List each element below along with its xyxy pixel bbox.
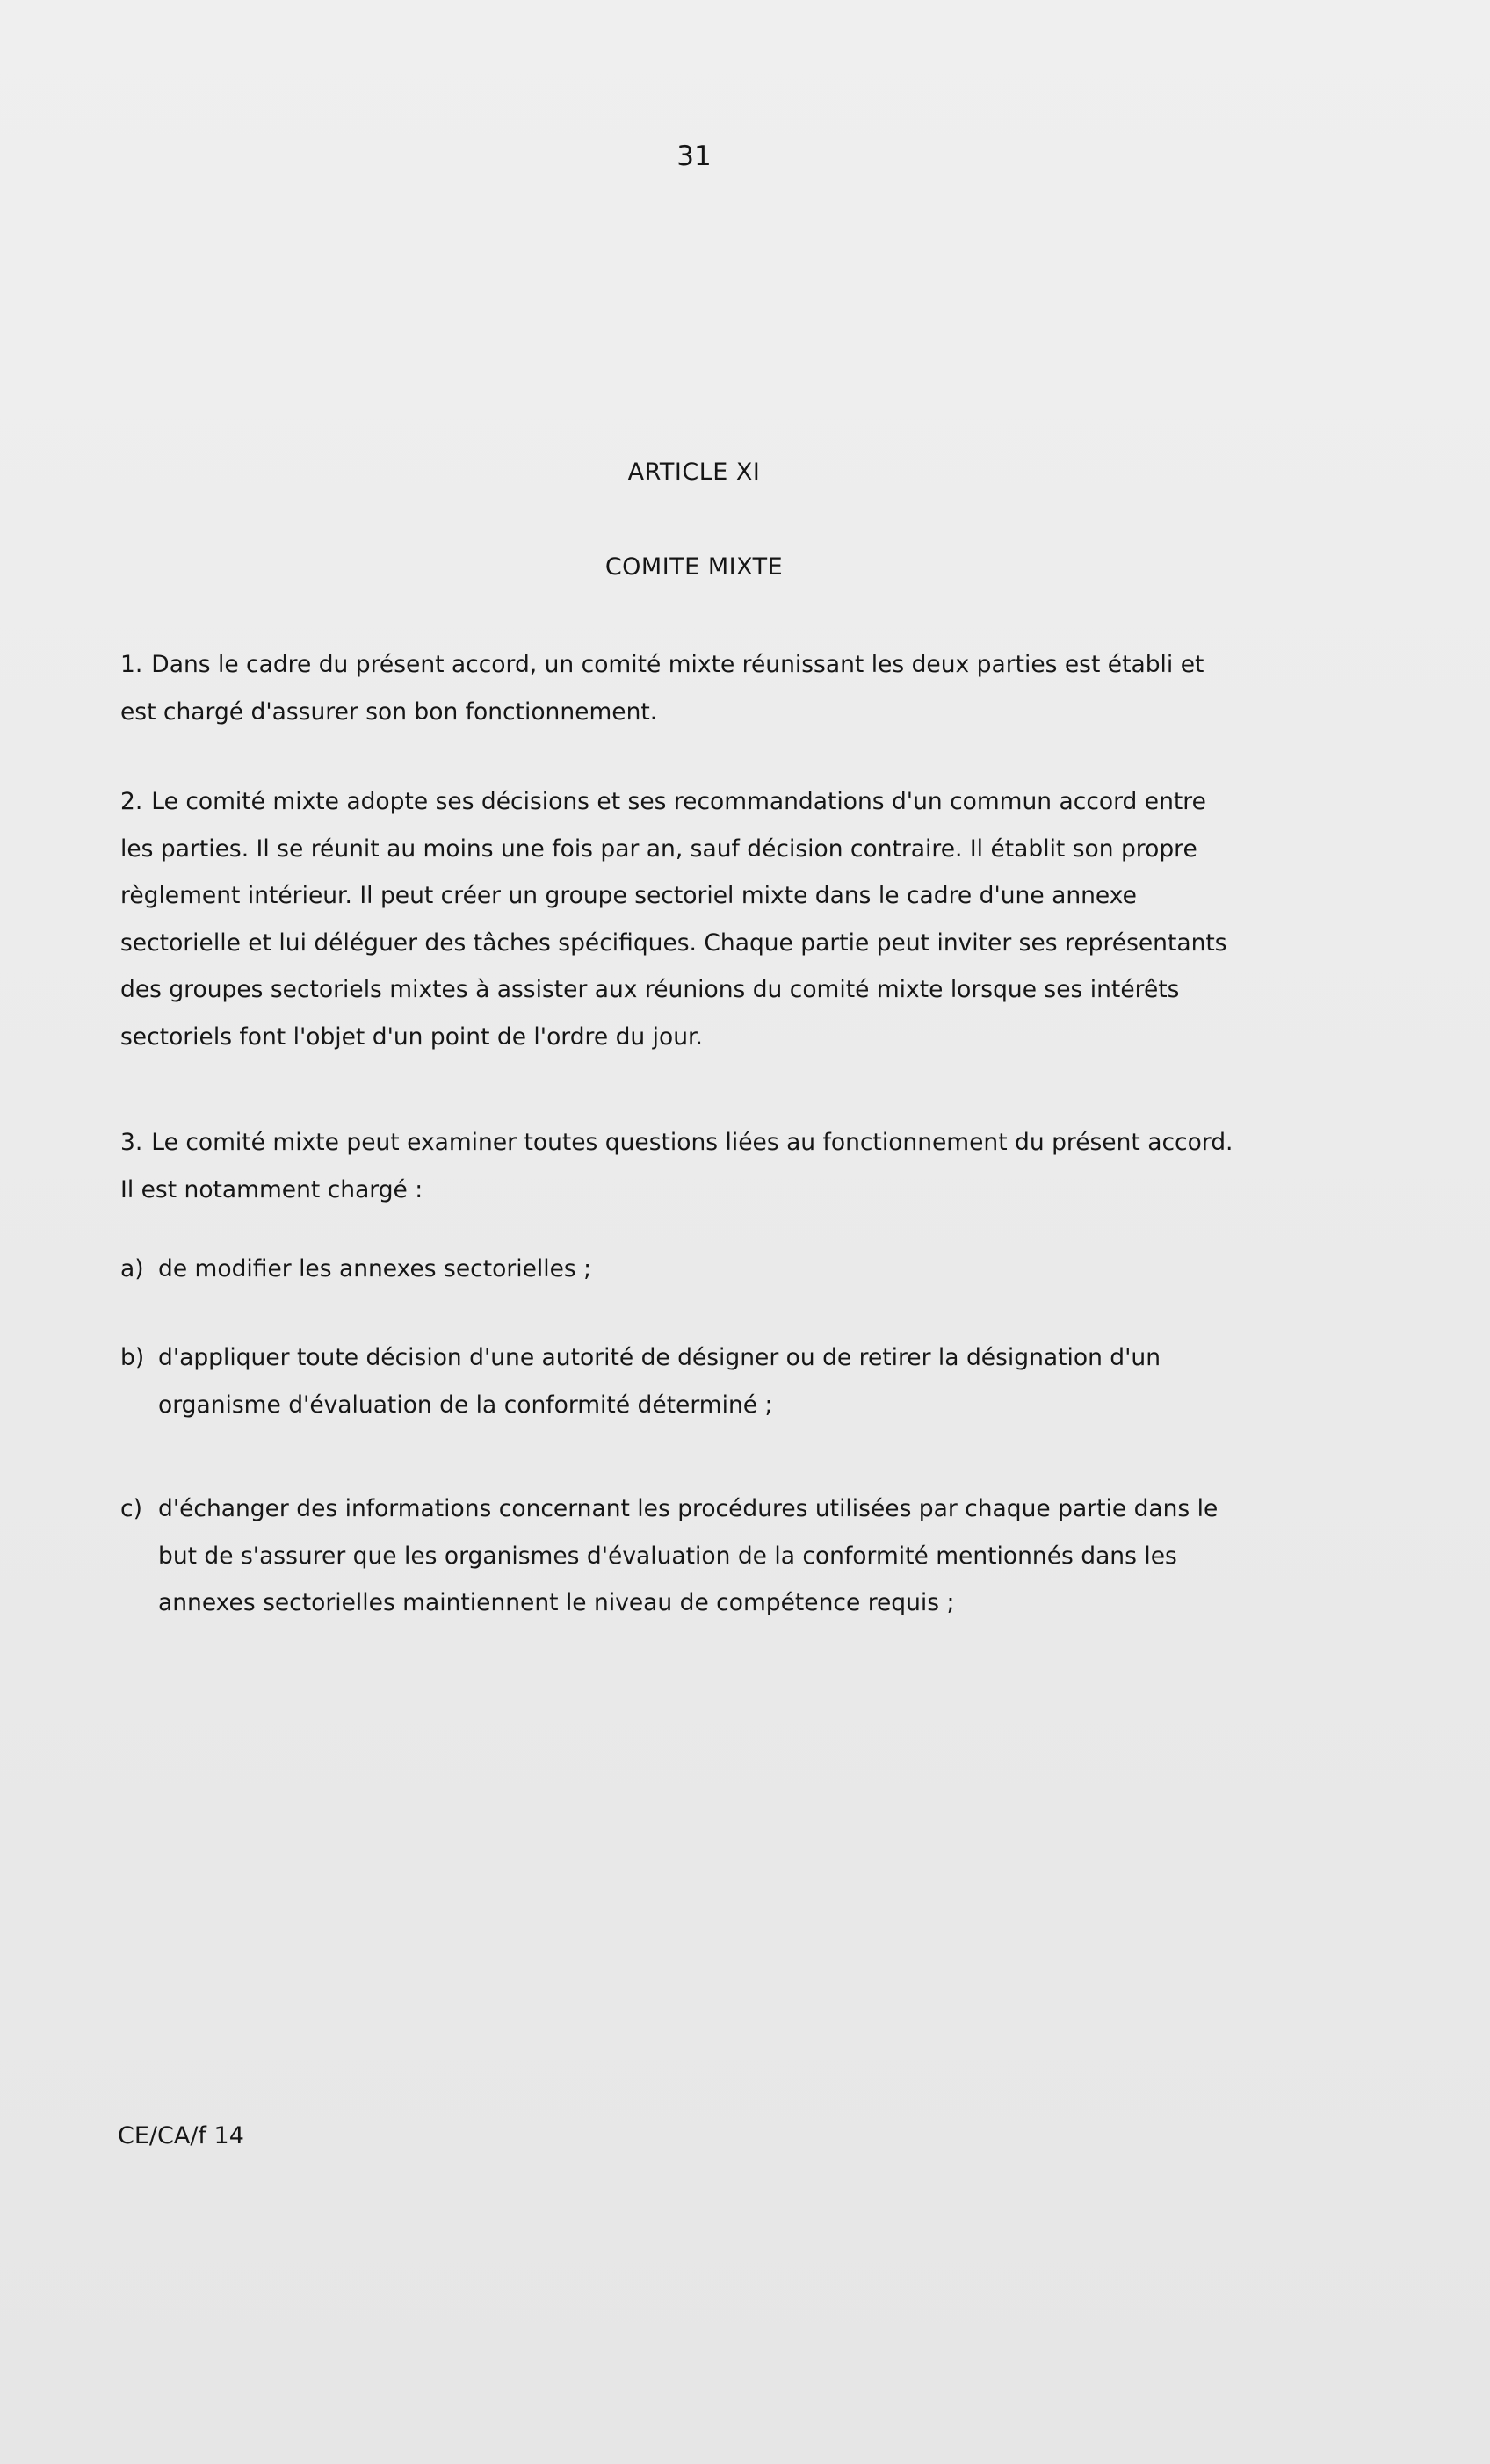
page-number: 31 (676, 141, 712, 172)
list-item-text: d'échanger des informations concernant les procédures utilisées par chaque partie dans le but de s'assurer que les organismes d'évaluation de la conformité mentionnés dans les annexes sectorielles maintiennent le niveau de compétence requis ; (158, 1495, 1219, 1616)
article-title: ARTICLE XI (627, 459, 761, 486)
document-reference: CE/CA/f 14 (118, 2122, 244, 2150)
list-item-c (120, 1485, 1254, 1627)
paragraph-text: Le comité mixte adopte ses décisions et ses recommandations d'un commun accord entre les parties. Il se réunit au moins une fois par an, sauf décision contraire. Il établit son propre règlement intérieur. Il peut créer un groupe sectoriel mixte dans le cadre d'une annexe sectorielle et lui déléguer des tâches spécifiques. Chaque partie peut inviter ses représentants des groupes sectoriels mixtes à assister aux réunions du comité mixte lorsque ses intérêts sectoriels font l'objet d'un point de l'ordre du jour. (120, 788, 1227, 1051)
list-item-label: c) (120, 1495, 142, 1522)
list-item-label: a) (120, 1255, 144, 1283)
paragraph-1 (120, 641, 1236, 735)
paragraph-number: 2. (120, 788, 143, 815)
paragraph-2 (120, 778, 1236, 1060)
paragraph-3 (120, 1119, 1236, 1213)
list-item-text: d'appliquer toute décision d'une autorité de désigner ou de retirer la désignation d'un organisme d'évaluation de la conformité déterminé ; (158, 1344, 1161, 1419)
paragraph-text: Le comité mixte peut examiner toutes questions liées au fonctionnement du présent accord. Il est notamment chargé : (120, 1129, 1233, 1203)
section-title: COMITE MIXTE (604, 553, 784, 581)
list-item-a (120, 1246, 1254, 1293)
paragraph-number: 3. (120, 1129, 143, 1156)
list-item-b (120, 1334, 1254, 1428)
list-item-text: de modifier les annexes sectorielles ; (158, 1255, 592, 1283)
paragraph-number: 1. (120, 651, 143, 678)
list-item-label: b) (120, 1344, 145, 1371)
paragraph-text: Dans le cadre du présent accord, un comité mixte réunissant les deux parties est établi et est chargé d'assurer son bon fonctionnement. (120, 651, 1204, 726)
